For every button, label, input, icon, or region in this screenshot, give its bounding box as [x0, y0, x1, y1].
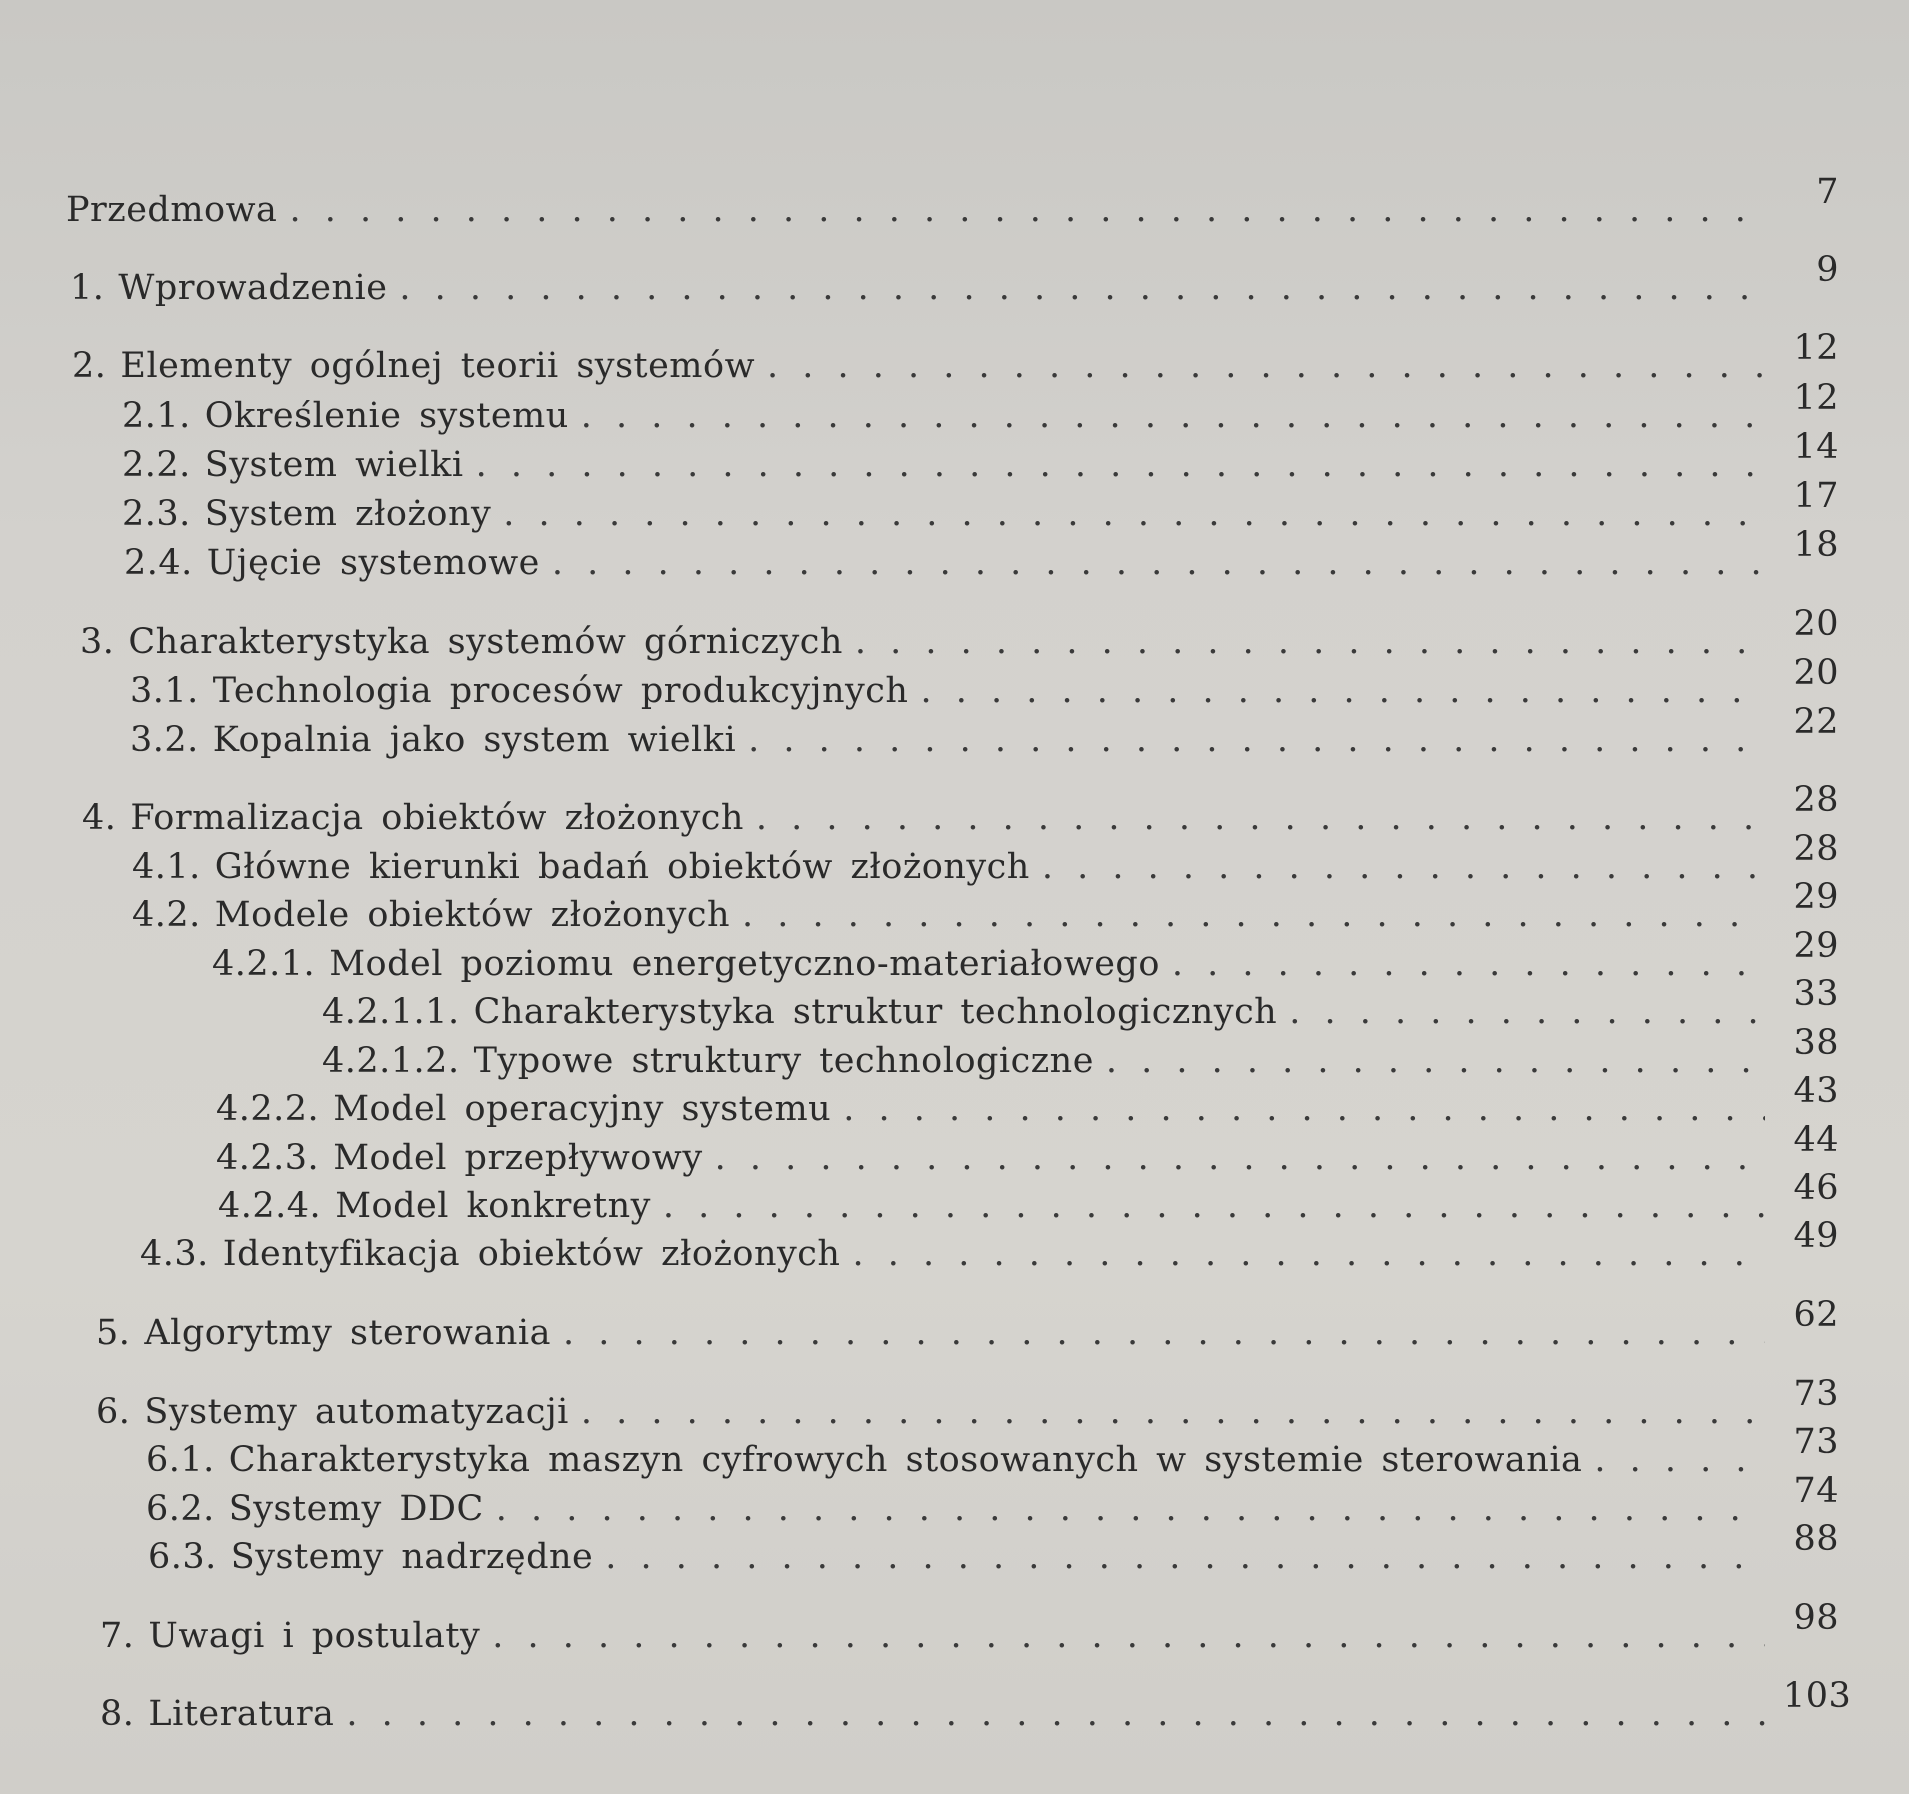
toc-entry-2-3 — [122, 476, 1839, 534]
toc-leader-dots — [843, 1089, 1765, 1129]
toc-entry-title: Typowe struktury technologiczne — [473, 1041, 1094, 1081]
toc-entry-number: 1. — [70, 268, 105, 308]
toc-entry-page: 73 — [1793, 1422, 1839, 1462]
toc-entry-title: Elementy ogólnej teorii systemów — [120, 346, 756, 386]
toc-entry-number: 5. — [96, 1313, 131, 1353]
toc-entry-number: 4.3. — [140, 1234, 209, 1274]
toc-entry-title: Charakterystyka struktur technologicznych — [473, 992, 1278, 1032]
toc-entry-page: 49 — [1793, 1216, 1839, 1256]
toc-entry-2 — [72, 328, 1839, 386]
toc-leader-dots — [855, 622, 1765, 662]
toc-entry-title: Modele obiektów złożonych — [214, 895, 730, 935]
toc-leader-dots — [346, 1694, 1765, 1734]
toc-leader-dots — [496, 1489, 1765, 1529]
toc-entry-4-1 — [132, 829, 1839, 887]
toc-entry-number: 4.2.2. — [216, 1089, 320, 1129]
toc-entry-page: 17 — [1793, 476, 1839, 516]
toc-entry-page: 29 — [1793, 926, 1839, 966]
toc-entry-title: Uwagi i postulaty — [148, 1616, 481, 1656]
toc-entry-number: 4.2.4. — [218, 1186, 322, 1226]
toc-entry-page: 29 — [1793, 877, 1839, 917]
toc-entry-page: 22 — [1793, 702, 1839, 742]
toc-entry-przedmowa — [66, 172, 1839, 230]
toc-entry-title: Literatura — [148, 1694, 335, 1734]
toc-entry-title: Charakterystyka systemów górniczych — [128, 622, 843, 662]
toc-entry-page: 46 — [1793, 1168, 1839, 1208]
toc-entry-page: 88 — [1793, 1519, 1839, 1559]
toc-entry-title: Ujęcie systemowe — [206, 543, 540, 583]
toc-entry-title: Algorytmy sterowania — [144, 1313, 551, 1353]
toc-entry-6 — [96, 1374, 1839, 1432]
toc-entry-title: Charakterystyka maszyn cyfrowych stosowanych w systemie sterowania — [228, 1440, 1583, 1480]
toc-leader-dots — [663, 1186, 1765, 1226]
toc-entry-page: 18 — [1793, 525, 1839, 565]
toc-entry-page: 20 — [1793, 653, 1839, 693]
toc-entry-page: 73 — [1793, 1374, 1839, 1414]
toc-entry-number: 3. — [80, 622, 115, 662]
toc-entry-title: Systemy nadrzędne — [230, 1537, 594, 1577]
toc-entry-page: 28 — [1793, 829, 1839, 869]
toc-leader-dots — [581, 1392, 1765, 1432]
toc-leader-dots — [1106, 1041, 1765, 1081]
toc-entry-6-3 — [148, 1519, 1839, 1577]
toc-entry-title: Systemy automatyzacji — [144, 1392, 569, 1432]
toc-entry-3-1 — [130, 653, 1839, 711]
toc-leader-dots — [1172, 944, 1765, 984]
toc-entry-number: 6.3. — [148, 1537, 217, 1577]
toc-entry-title: Systemy DDC — [228, 1489, 484, 1529]
toc-entry-number: 4.2. — [132, 895, 201, 935]
toc-entry-number: 6.2. — [146, 1489, 215, 1529]
toc-leader-dots — [476, 445, 1765, 485]
toc-entry-page: 9 — [1816, 250, 1839, 290]
toc-entry-4-2-3 — [216, 1120, 1839, 1178]
toc-leader-dots — [563, 1313, 1765, 1353]
toc-entry-number: 6.1. — [146, 1440, 215, 1480]
toc-leader-dots — [605, 1537, 1765, 1577]
toc-entry-page: 103 — [1783, 1676, 1852, 1716]
toc-entry-page: 12 — [1793, 378, 1839, 418]
toc-entry-4 — [82, 780, 1839, 838]
toc-entry-number: 2.2. — [122, 445, 191, 485]
toc-entry-title: Kopalnia jako system wielki — [212, 720, 737, 760]
toc-entry-number: 4.2.1.2. — [322, 1041, 460, 1081]
toc-entry-3-2 — [130, 702, 1839, 760]
toc-leader-dots — [289, 190, 1765, 230]
toc-entry-number: 4.1. — [132, 847, 201, 887]
toc-entry-number: 2.3. — [122, 494, 191, 534]
toc-leader-dots — [742, 895, 1765, 935]
toc-entry-title: Model przepływowy — [333, 1138, 703, 1178]
toc-entry-number: 2.4. — [124, 543, 193, 583]
toc-leader-dots — [1042, 847, 1765, 887]
toc-leader-dots — [399, 268, 1765, 308]
toc-entry-title: Główne kierunki badań obiektów złożonych — [214, 847, 1030, 887]
toc-entry-4-2-2 — [216, 1071, 1839, 1129]
toc-entry-title: System złożony — [204, 494, 492, 534]
toc-entry-page: 38 — [1793, 1023, 1839, 1063]
toc-entry-4-2-1-2 — [322, 1023, 1839, 1081]
toc-entry-title: Model operacyjny systemu — [333, 1089, 832, 1129]
toc-entry-page: 12 — [1793, 328, 1839, 368]
toc-entry-6-1 — [146, 1422, 1839, 1480]
toc-leader-dots — [1289, 992, 1765, 1032]
toc-entry-title: System wielki — [204, 445, 464, 485]
toc-entry-8 — [100, 1676, 1852, 1734]
toc-entry-title: Model konkretny — [335, 1186, 651, 1226]
toc-entry-number: 2. — [72, 346, 107, 386]
toc-entry-page: 33 — [1793, 974, 1839, 1014]
toc-entry-title: Określenie systemu — [204, 396, 569, 436]
toc-entry-number: 4.2.1.1. — [322, 992, 460, 1032]
toc-entry-number: 4.2.1. — [212, 944, 316, 984]
toc-entry-number: 3.2. — [130, 720, 199, 760]
toc-entry-4-2 — [132, 877, 1839, 935]
toc-entry-4-2-4 — [218, 1168, 1839, 1226]
toc-leader-dots — [767, 346, 1765, 386]
toc-entry-title: Technologia procesów produkcyjnych — [212, 671, 909, 711]
toc-leader-dots — [852, 1234, 1765, 1274]
toc-entry-title: Przedmowa — [66, 190, 278, 230]
toc-entry-page: 43 — [1793, 1071, 1839, 1111]
toc-entry-title: Formalizacja obiektów złożonych — [130, 798, 744, 838]
toc-entry-5 — [96, 1295, 1839, 1353]
toc-entry-page: 98 — [1793, 1598, 1839, 1638]
toc-leader-dots — [920, 671, 1765, 711]
toc-entry-page: 20 — [1793, 604, 1839, 644]
toc-leader-dots — [552, 543, 1765, 583]
toc-entry-2-1 — [122, 378, 1839, 436]
toc-entry-2-4 — [124, 525, 1839, 583]
toc-entry-title: Wprowadzenie — [118, 268, 388, 308]
toc-leader-dots — [503, 494, 1765, 534]
toc-entry-3 — [80, 604, 1839, 662]
toc-leader-dots — [756, 798, 1765, 838]
toc-entry-6-2 — [146, 1471, 1839, 1529]
toc-entry-number: 4.2.3. — [216, 1138, 320, 1178]
toc-leader-dots — [581, 396, 1765, 436]
toc-entry-number: 4. — [82, 798, 117, 838]
toc-entry-page: 74 — [1793, 1471, 1839, 1511]
toc-entry-title: Model poziomu energetyczno-materiałowego — [329, 944, 1160, 984]
toc-leader-dots — [748, 720, 1765, 760]
toc-entry-number: 8. — [100, 1694, 135, 1734]
toc-entry-4-3 — [140, 1216, 1839, 1274]
toc-entry-page: 14 — [1793, 427, 1839, 467]
toc-leader-dots — [715, 1138, 1765, 1178]
toc-entry-number: 7. — [100, 1616, 135, 1656]
toc-entry-7 — [100, 1598, 1839, 1656]
toc-entry-4-2-1 — [212, 926, 1839, 984]
toc-entry-4-2-1-1 — [322, 974, 1839, 1032]
toc-leader-dots — [492, 1616, 1765, 1656]
toc-entry-page: 28 — [1793, 780, 1839, 820]
toc-entry-page: 44 — [1793, 1120, 1839, 1160]
toc-entry-title: Identyfikacja obiektów złożonych — [222, 1234, 841, 1274]
toc-entry-1 — [70, 250, 1839, 308]
toc-entry-number: 3.1. — [130, 671, 199, 711]
toc-entry-page: 7 — [1816, 172, 1839, 212]
toc-entry-page: 62 — [1793, 1295, 1839, 1335]
toc-entry-number: 6. — [96, 1392, 131, 1432]
toc-entry-2-2 — [122, 427, 1839, 485]
toc-leader-dots — [1594, 1440, 1765, 1480]
toc-entry-number: 2.1. — [122, 396, 191, 436]
